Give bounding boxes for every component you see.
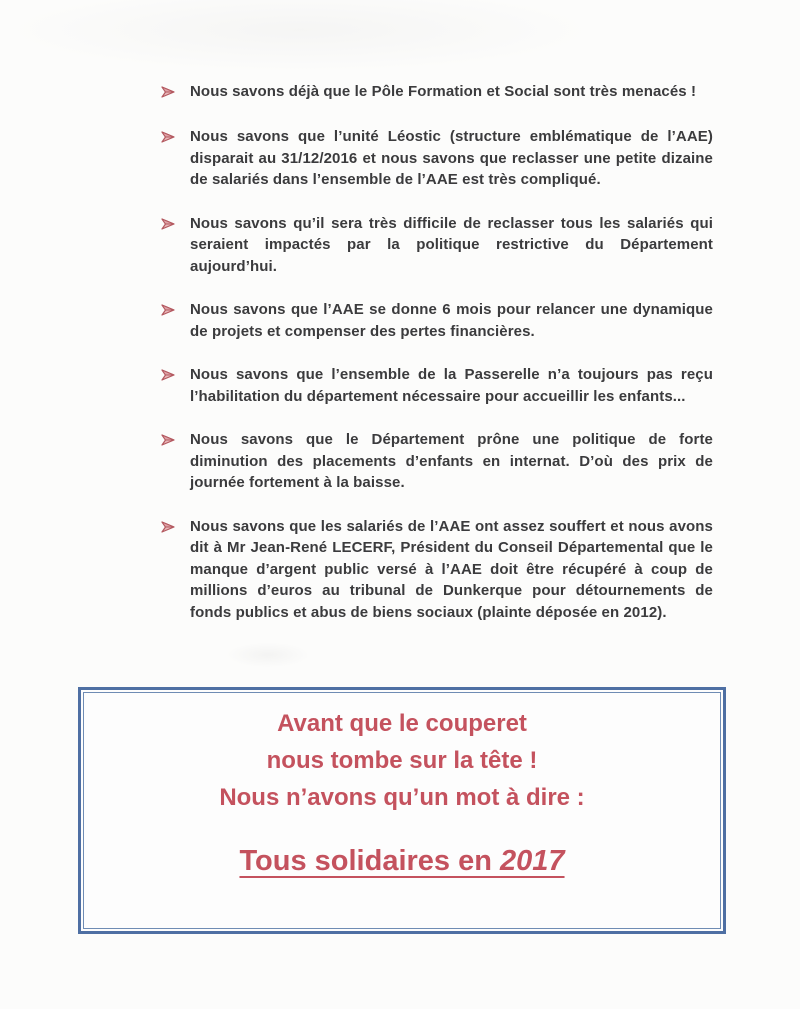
bullet-text: Nous savons que l’ensemble de la Passerelle n’a toujours pas reçu l’habilitation du département nécessaire pour accueillir les enfants...	[190, 366, 713, 405]
bullet-list	[161, 81, 713, 645]
arrow-bullet-icon	[161, 429, 190, 452]
arrow-bullet-icon	[161, 126, 190, 149]
arrow-bullet-icon	[161, 364, 190, 387]
bullet-item	[161, 81, 713, 104]
banner-line-1: Avant que le couperet	[277, 710, 527, 737]
bullet-text: Nous savons que le Département prône une politique de forte diminution des placements d’enfants en internat. D’où des prix de journée fortement à la baisse.	[190, 431, 713, 491]
bullet-item	[161, 516, 713, 624]
banner-slogan	[84, 841, 720, 881]
banner-box	[78, 687, 726, 934]
bullet-item	[161, 213, 713, 278]
banner-line-3: Nous n’avons qu’un mot à dire :	[219, 784, 585, 811]
bullet-item	[161, 126, 713, 191]
slogan-year: 2017	[500, 845, 565, 877]
arrow-bullet-icon	[161, 81, 190, 104]
bullet-text: Nous savons que les salariés de l’AAE ont assez souffert et nous avons dit à Mr Jean-René LECERF, Président du Conseil Départemental que le manque d’argent public versé à l’AAE doit être récupéré à coup de millions d’euros au tribunal de Dunkerque pour détournements de fonds publics et abus de biens sociaux (plainte déposée en 2012).	[190, 517, 713, 621]
arrow-bullet-icon	[161, 213, 190, 236]
slogan-text: Tous solidaires en	[239, 845, 501, 877]
bullet-item	[161, 364, 713, 407]
bullet-text: Nous savons qu’il sera très difficile de reclasser tous les salariés qui seraient impactés par la politique restrictive du Département aujourd’hui.	[190, 214, 713, 275]
bullet-item	[161, 429, 713, 494]
banner-line-2: nous tombe sur la tête !	[266, 747, 538, 774]
arrow-bullet-icon	[161, 299, 190, 322]
bullet-text: Nous savons que l’unité Léostic (structure emblématique de l’AAE) disparait au 31/12/2016 et nous savons que reclasser une petite dizaine de salariés dans l’ensemble de l’AAE est très compliqué.	[190, 128, 713, 188]
bullet-text: Nous savons que l’AAE se donne 6 mois pour relancer une dynamique de projets et compenser des pertes financières.	[190, 301, 713, 340]
banner-inner-border	[83, 692, 721, 929]
arrow-bullet-icon	[161, 516, 190, 539]
bullet-item	[161, 299, 713, 342]
bullet-text: Nous savons déjà que le Pôle Formation et Social sont très menacés !	[190, 83, 697, 100]
